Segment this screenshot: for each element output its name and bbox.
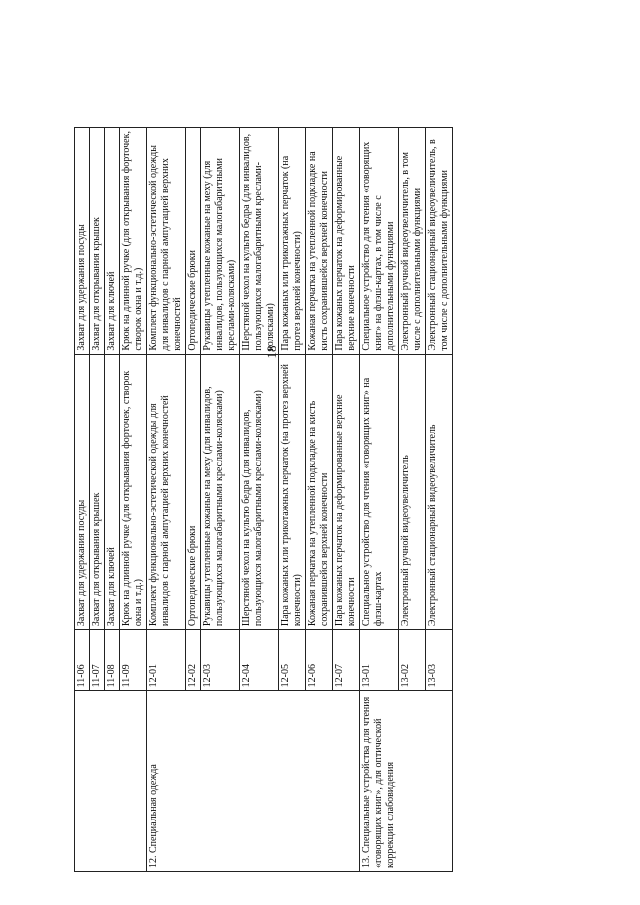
cell-desc: Пара кожаных перчаток на деформированные верхние конечности [333,128,360,355]
cell-name: Электронный ручной видеоувеличитель [399,354,426,630]
cell-name: Крюк на длинной ручке (для открывания форточек, створок окна и т.д.) [120,354,147,630]
cell-desc: Ортопедические брюки [186,128,201,355]
cell-desc: Пара кожаных или трикотажных перчаток (на протез верхней конечности) [279,128,306,355]
table-row [75,128,90,872]
section-title: 12. Специальная одежда [147,691,360,872]
cell-code: 12-03 [201,630,240,691]
cell-code: 12-01 [147,630,186,691]
cell-name: Захват для удержания посуды [75,354,90,630]
cell-name: Захват для открывания крышек [90,354,105,630]
page-number: 18 [264,345,279,359]
table-row [147,128,186,872]
cell-code: 12-06 [306,630,333,691]
cell-code: 12-02 [186,630,201,691]
cell-name: Рукавицы утепленные кожаные на меху (для инвалидов, пользующихся малогабаритными креслами-колясками) [201,354,240,630]
cell-name: Пара кожаных перчаток на деформированные верхние конечности [333,354,360,630]
table-row [360,128,399,872]
cell-name: Захват для ключей [105,354,120,630]
cell-name: Пара кожаных или трикотажных перчаток (на протез верхней конечности) [279,354,306,630]
cell-desc: Комплект функционально-эстетической одежды для инвалидов с парной ампутацией верхних конечностей [147,128,186,355]
table-body [75,128,453,872]
cell-name: Электронный стационарный видеоувеличитель [426,354,453,630]
cell-desc: Шерстяной чехол на культю бедра (для инвалидов, пользующихся малогабаритными креслами-колясками) [240,128,279,355]
cell-code: 11-08 [105,630,120,691]
equipment-table [74,127,453,872]
cell-name: Шерстяной чехол на культю бедра (для инвалидов, пользующихся малогабаритными креслами-колясками) [240,354,279,630]
section-title [75,691,147,872]
cell-code: 13-03 [426,630,453,691]
cell-desc: Электронный стационарный видеоувеличитель, в том числе с дополнительными функциями [426,128,453,355]
cell-desc: Кожаная перчатка на утепленной подкладке на кисть сохранившейся верхней конечности [306,128,333,355]
cell-desc: Рукавицы утепленные кожаные на меху (для инвалидов, пользующихся малогабаритными креслами-колясками) [201,128,240,355]
cell-name: Кожаная перчатка на утепленной подкладке на кисть сохранившейся верхней конечности [306,354,333,630]
cell-code: 11-06 [75,630,90,691]
cell-desc: Крюк на длинной ручке (для открывания форточек, створок окна и т.д.) [120,128,147,355]
cell-code: 11-07 [90,630,105,691]
cell-code: 12-04 [240,630,279,691]
cell-desc: Захват для удержания посуды [75,128,90,355]
cell-desc: Захват для ключей [105,128,120,355]
cell-code: 12-07 [333,630,360,691]
cell-name: Ортопедические брюки [186,354,201,630]
cell-name: Специальное устройство для чтения «говорящих книг» на флэш-картах [360,354,399,630]
cell-code: 13-01 [360,630,399,691]
cell-code: 13-02 [399,630,426,691]
rotated-table-container [74,127,560,872]
cell-desc: Захват для открывания крышек [90,128,105,355]
cell-desc: Электронный ручной видеоувеличитель, в том числе с дополнительными функциями [399,128,426,355]
cell-code: 12-05 [279,630,306,691]
cell-desc: Специальное устройство для чтения «говорящих книг» на флэш-картах, в том числе с дополнительными функциями [360,128,399,355]
cell-code: 11-09 [120,630,147,691]
cell-name: Комплект функционально-эстетической одежды для инвалидов с парной ампутацией верхних конечностей [147,354,186,630]
section-title: 13. Специальные устройства для чтения «говорящих книг», для оптической коррекции слабовидения [360,691,453,872]
